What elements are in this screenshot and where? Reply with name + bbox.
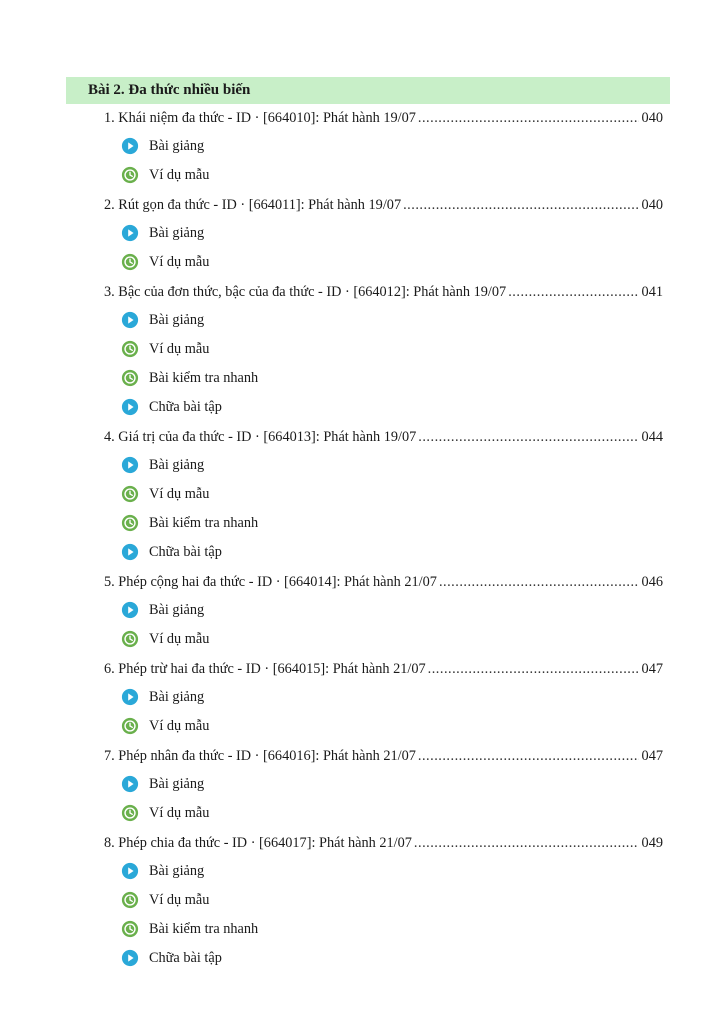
lesson-item[interactable] — [121, 629, 209, 649]
lesson-item-label: Ví dụ mẫu — [149, 341, 210, 357]
lesson-item-label: Bài giảng — [149, 225, 205, 241]
dot-leader — [439, 572, 639, 592]
play-icon — [121, 775, 139, 793]
lesson-item[interactable] — [121, 397, 222, 417]
lesson-item-label: Bài giảng — [149, 457, 205, 473]
lesson-item-label: Ví dụ mẫu — [149, 805, 210, 821]
lesson-item[interactable] — [121, 165, 209, 185]
toc-entry[interactable] — [104, 108, 663, 128]
lesson-item-label: Ví dụ mẫu — [149, 254, 210, 270]
play-icon — [121, 601, 139, 619]
toc-entry-title: 6. Phép trừ hai đa thức - ID · [664015]: Phát hành 21/07 — [104, 661, 426, 677]
lesson-item[interactable] — [121, 484, 209, 504]
section-title: Bài 2. Đa thức nhiều biến — [88, 82, 251, 98]
dot-leader — [418, 427, 638, 447]
toc-entry-title: 2. Rút gọn đa thức - ID · [664011]: Phát hành 19/07 — [104, 197, 402, 213]
play-icon — [121, 543, 139, 561]
clock-icon — [121, 717, 139, 735]
lesson-item-label: Bài kiểm tra nhanh — [149, 515, 259, 531]
play-icon — [121, 224, 139, 242]
toc-entry[interactable] — [104, 195, 663, 215]
toc-entry-title: 3. Bậc của đơn thức, bậc của đa thức - ID · [664012]: Phát hành 19/07 — [104, 284, 507, 300]
lesson-item[interactable] — [121, 890, 209, 910]
lesson-item[interactable] — [121, 716, 209, 736]
lesson-item[interactable] — [121, 948, 222, 968]
lesson-item-label: Bài giảng — [149, 689, 205, 705]
lesson-item-label: Chữa bài tập — [149, 950, 222, 966]
lesson-item-label: Bài giảng — [149, 863, 205, 879]
lesson-item[interactable] — [121, 861, 204, 881]
toc-page-number: 041 — [641, 284, 663, 300]
toc-entry-title: 4. Giá trị của đa thức - ID · [664013]: Phát hành 19/07 — [104, 429, 417, 445]
lesson-item[interactable] — [121, 310, 204, 330]
toc-entry-title: 1. Khái niệm đa thức - ID · [664010]: Phát hành 19/07 — [104, 110, 416, 126]
play-icon — [121, 137, 139, 155]
lesson-item-label: Ví dụ mẫu — [149, 486, 210, 502]
toc-page-number: 047 — [641, 748, 663, 764]
toc-page-number: 049 — [641, 835, 663, 851]
toc-entry[interactable] — [104, 282, 663, 302]
lesson-item[interactable] — [121, 803, 209, 823]
play-icon — [121, 311, 139, 329]
lesson-item-label: Ví dụ mẫu — [149, 167, 210, 183]
dot-leader — [508, 282, 638, 302]
toc-page-number: 046 — [641, 574, 663, 590]
toc-entry[interactable] — [104, 833, 663, 853]
lesson-item-label: Bài giảng — [149, 312, 205, 328]
toc-entry-title: 7. Phép nhân đa thức - ID · [664016]: Phát hành 21/07 — [104, 748, 416, 764]
play-icon — [121, 862, 139, 880]
clock-icon — [121, 514, 139, 532]
toc-page-number: 040 — [641, 110, 663, 126]
toc-entry[interactable] — [104, 659, 663, 679]
play-icon — [121, 949, 139, 967]
clock-icon — [121, 340, 139, 358]
clock-icon — [121, 485, 139, 503]
lesson-item[interactable] — [121, 687, 204, 707]
lesson-item[interactable] — [121, 368, 258, 388]
lesson-item[interactable] — [121, 600, 204, 620]
play-icon — [121, 398, 139, 416]
lesson-item[interactable] — [121, 339, 209, 359]
lesson-item-label: Ví dụ mẫu — [149, 892, 210, 908]
toc-page-number: 047 — [641, 661, 663, 677]
lesson-item[interactable] — [121, 223, 204, 243]
dot-leader — [414, 833, 639, 853]
dot-leader — [403, 195, 638, 215]
clock-icon — [121, 369, 139, 387]
toc-page-number: 044 — [641, 429, 663, 445]
lesson-item[interactable] — [121, 136, 204, 156]
lesson-item-label: Chữa bài tập — [149, 399, 222, 415]
lesson-item[interactable] — [121, 919, 258, 939]
lesson-item[interactable] — [121, 252, 209, 272]
lesson-item[interactable] — [121, 513, 258, 533]
clock-icon — [121, 253, 139, 271]
dot-leader — [418, 108, 639, 128]
clock-icon — [121, 891, 139, 909]
play-icon — [121, 456, 139, 474]
lesson-item-label: Ví dụ mẫu — [149, 631, 210, 647]
lesson-item[interactable] — [121, 542, 222, 562]
toc-entry[interactable] — [104, 572, 663, 592]
lesson-item-label: Chữa bài tập — [149, 544, 222, 560]
toc-entry[interactable] — [104, 427, 663, 447]
toc-entry[interactable] — [104, 746, 663, 766]
lesson-item-label: Bài giảng — [149, 138, 205, 154]
lesson-item-label: Bài giảng — [149, 602, 205, 618]
lesson-item-label: Ví dụ mẫu — [149, 718, 210, 734]
toc-entry-title: 8. Phép chia đa thức - ID · [664017]: Phát hành 21/07 — [104, 835, 412, 851]
clock-icon — [121, 630, 139, 648]
lesson-item[interactable] — [121, 774, 204, 794]
toc-page-number: 040 — [641, 197, 663, 213]
clock-icon — [121, 166, 139, 184]
clock-icon — [121, 920, 139, 938]
dot-leader — [418, 746, 639, 766]
lesson-item[interactable] — [121, 455, 204, 475]
clock-icon — [121, 804, 139, 822]
play-icon — [121, 688, 139, 706]
toc-entry-title: 5. Phép cộng hai đa thức - ID · [664014]: Phát hành 21/07 — [104, 574, 437, 590]
lesson-item-label: Bài giảng — [149, 776, 205, 792]
lesson-item-label: Bài kiểm tra nhanh — [149, 921, 259, 937]
lesson-item-label: Bài kiểm tra nhanh — [149, 370, 259, 386]
dot-leader — [428, 659, 639, 679]
